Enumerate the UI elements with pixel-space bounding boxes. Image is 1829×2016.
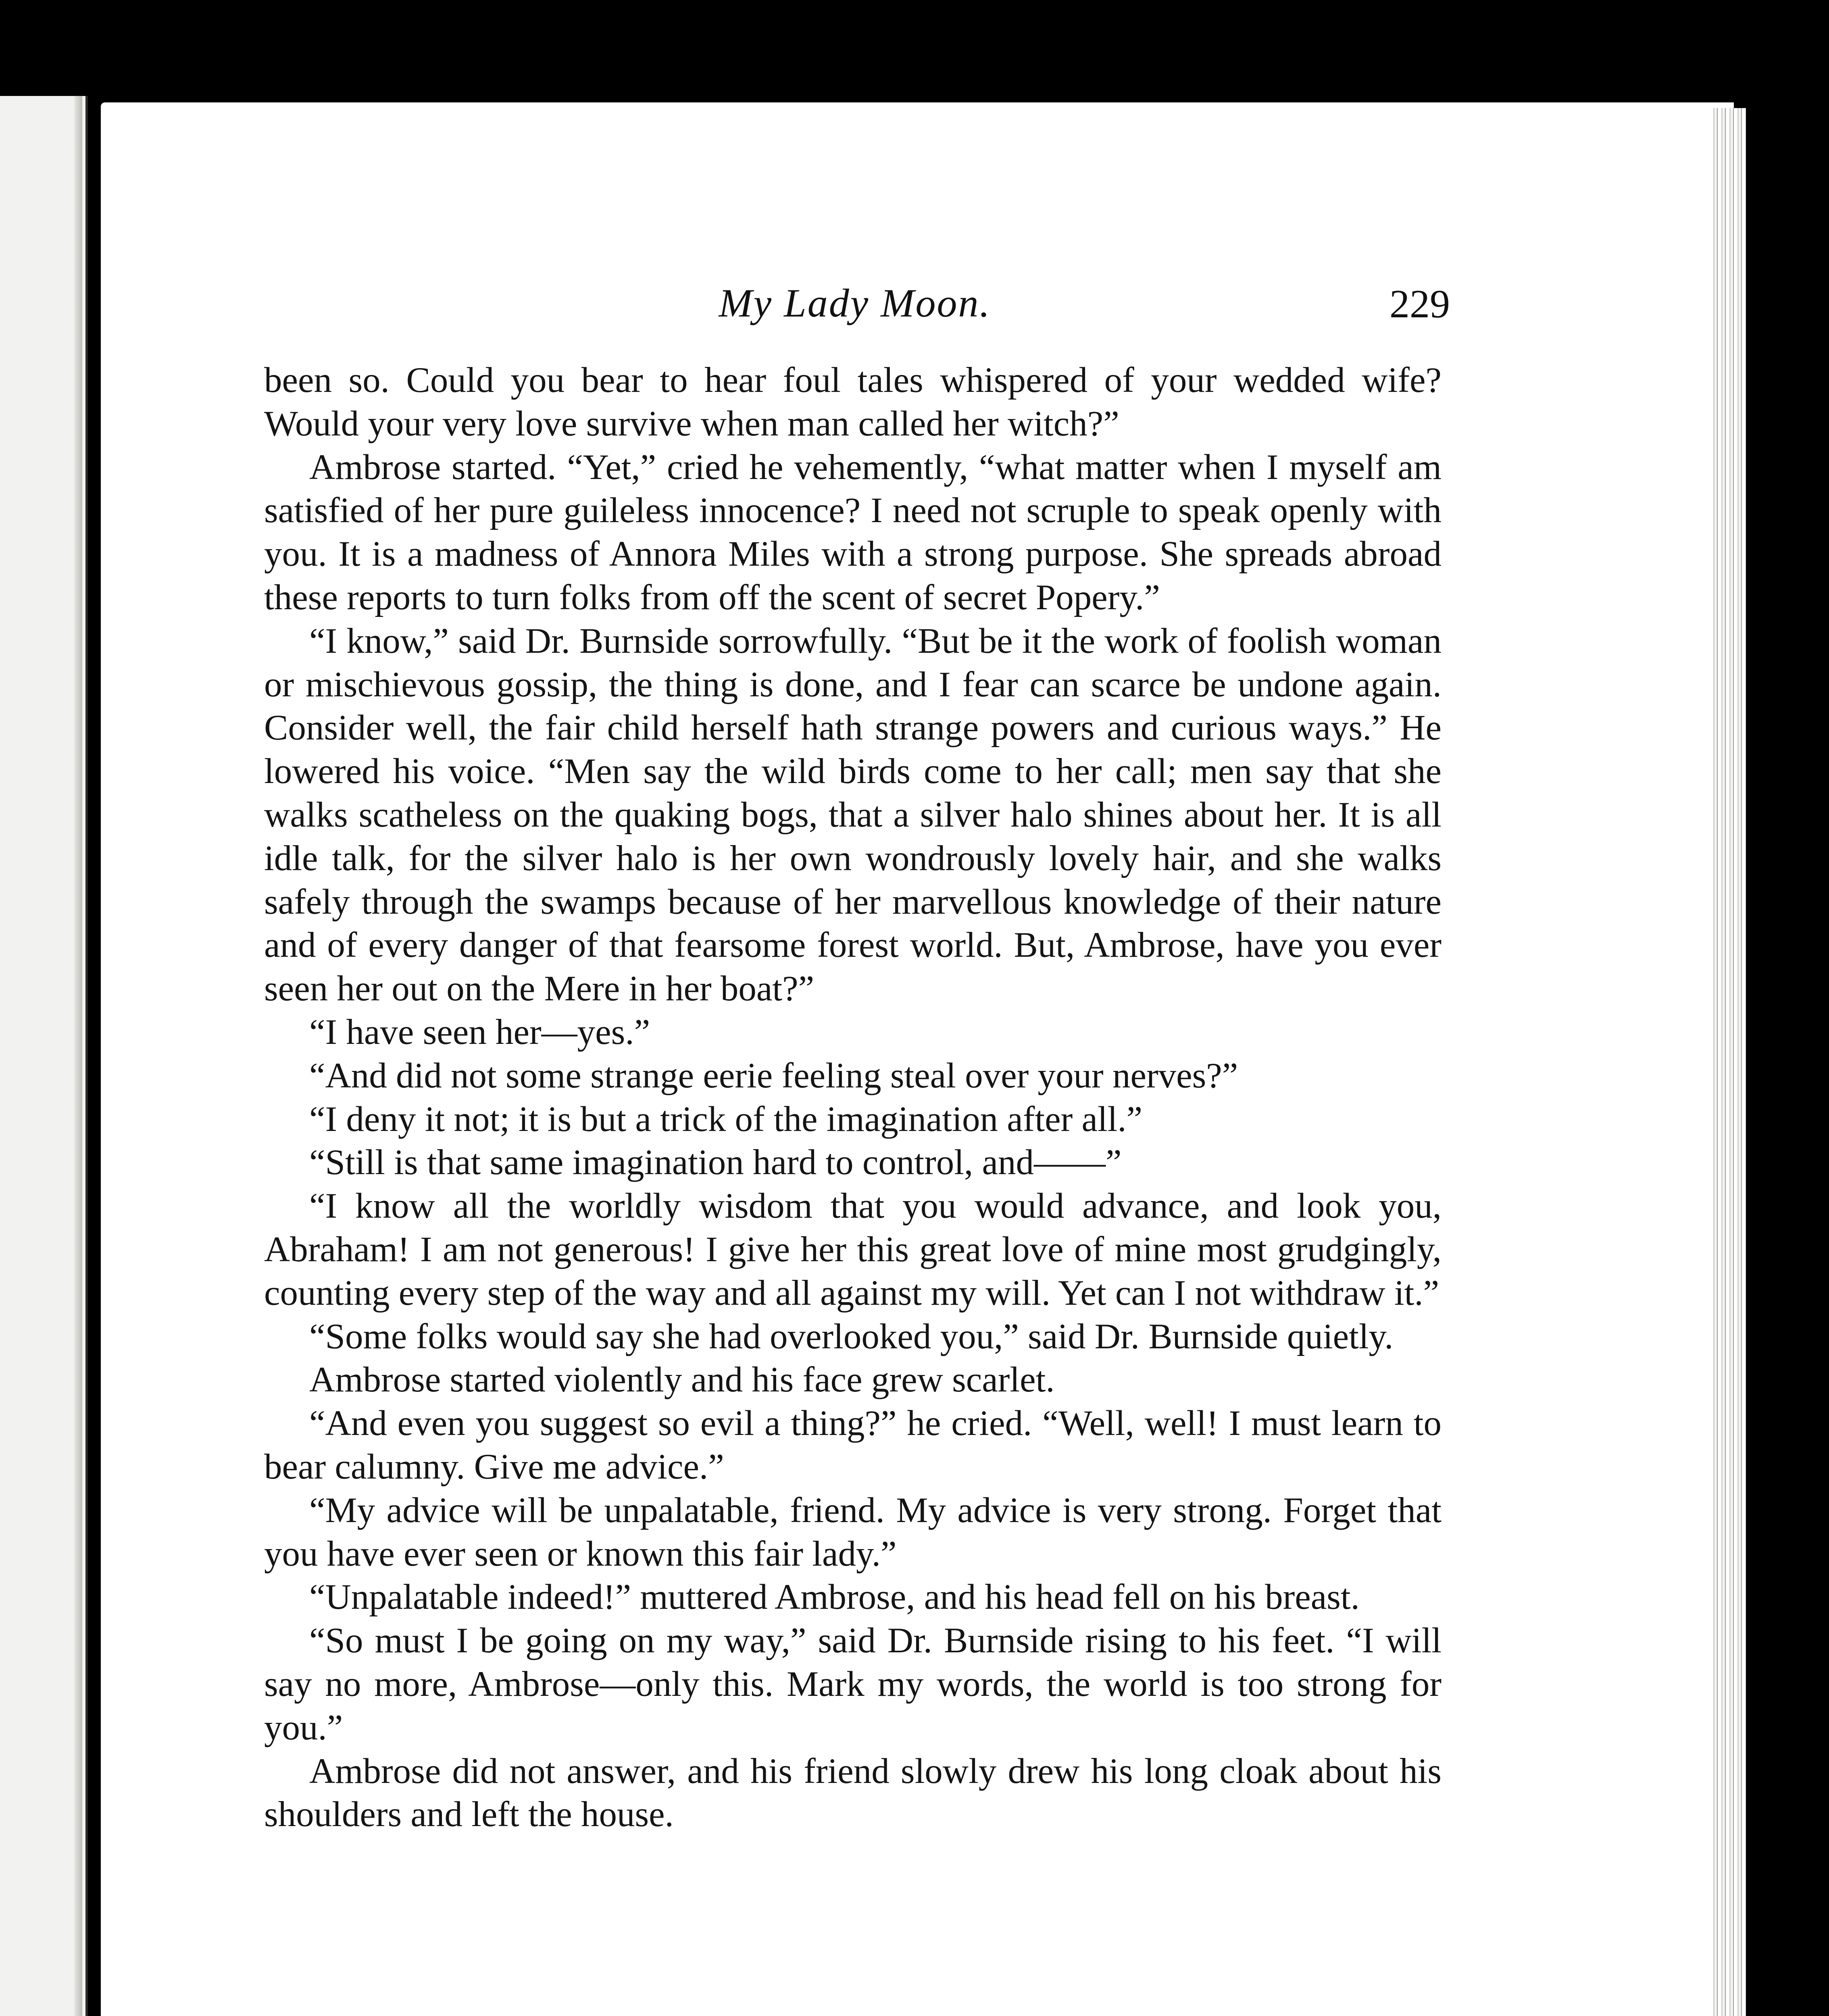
- paragraph: “I know,” said Dr. Burnside sorrowfully. “But be it the work of foolish woman or mischievous gossip, the thing is done, and I fear can scarce be undone again. Consider well, the fair child herself hath strange powers and curious ways.” He lowered his voice. “Men say the wild birds come to her call; men say that she walks scatheless on the quaking bogs, that a silver halo shines about her. It is all idle talk, for the silver halo is her own wondrously lovely hair, and she walks safely through the swamps because of her marvellous knowledge of their nature and of every danger of that fearsome forest world. But, Ambrose, have you ever seen her out on the Mere in her boat?”: [264, 621, 1442, 1009]
- paragraph: “And even you suggest so evil a thing?” he cried. “Well, well! I must learn to bear calumny. Give me advice.”: [264, 1404, 1442, 1487]
- paragraph: “Still is that same imagination hard to control, and——”: [309, 1143, 1122, 1183]
- page-stack-edges: [1710, 108, 1746, 2016]
- paragraph: been so. Could you bear to hear foul tales whispered of your wedded wife? Would your very love survive when man called her witch?”: [264, 360, 1442, 444]
- page-number: 229: [1389, 281, 1450, 326]
- page-header: [266, 277, 1450, 341]
- paragraph: “And did not some strange eerie feeling steal over your nerves?”: [309, 1056, 1238, 1095]
- paragraph: “Some folks would say she had overlooked you,” said Dr. Burnside quietly.: [309, 1316, 1394, 1356]
- paragraph: Ambrose did not answer, and his friend slowly drew his long cloak about his shoulders and left the house.: [264, 1751, 1442, 1835]
- paragraph: “I know all the worldly wisdom that you would advance, and look you, Abraham! I am not generous! I give her this great love of mine most grudgingly, counting every step of the way and all against my will. Yet can I not withdraw it.”: [264, 1186, 1442, 1313]
- paragraph: “My advice will be unpalatable, friend. My advice is very strong. Forget that you have ever seen or known this fair lady.”: [264, 1490, 1442, 1574]
- paragraph: Ambrose started. “Yet,” cried he vehemently, “what matter when I myself am satisfied of her pure guileless innocence? I need not scruple to speak openly with you. It is a madness of Annora Miles with a strong purpose. She spreads abroad these reports to turn folks from off the scent of secret Popery.”: [264, 447, 1442, 617]
- running-title: My Lady Moon.: [719, 281, 991, 325]
- paragraph: “Unpalatable indeed!” muttered Ambrose, and his head fell on his breast.: [309, 1577, 1360, 1617]
- paragraph: Ambrose started violently and his face grew scarlet.: [309, 1360, 1055, 1400]
- paragraph: “I have seen her—yes.”: [309, 1012, 650, 1052]
- body-text: [264, 359, 1442, 1837]
- paragraph: “I deny it not; it is but a trick of the imagination after all.”: [309, 1099, 1143, 1139]
- facing-page-edge: [0, 96, 88, 2016]
- paragraph: “So must I be going on my way,” said Dr. Burnside rising to his feet. “I will say no more, Ambrose—only this. Mark my words, the world is too strong for you.”: [264, 1621, 1442, 1747]
